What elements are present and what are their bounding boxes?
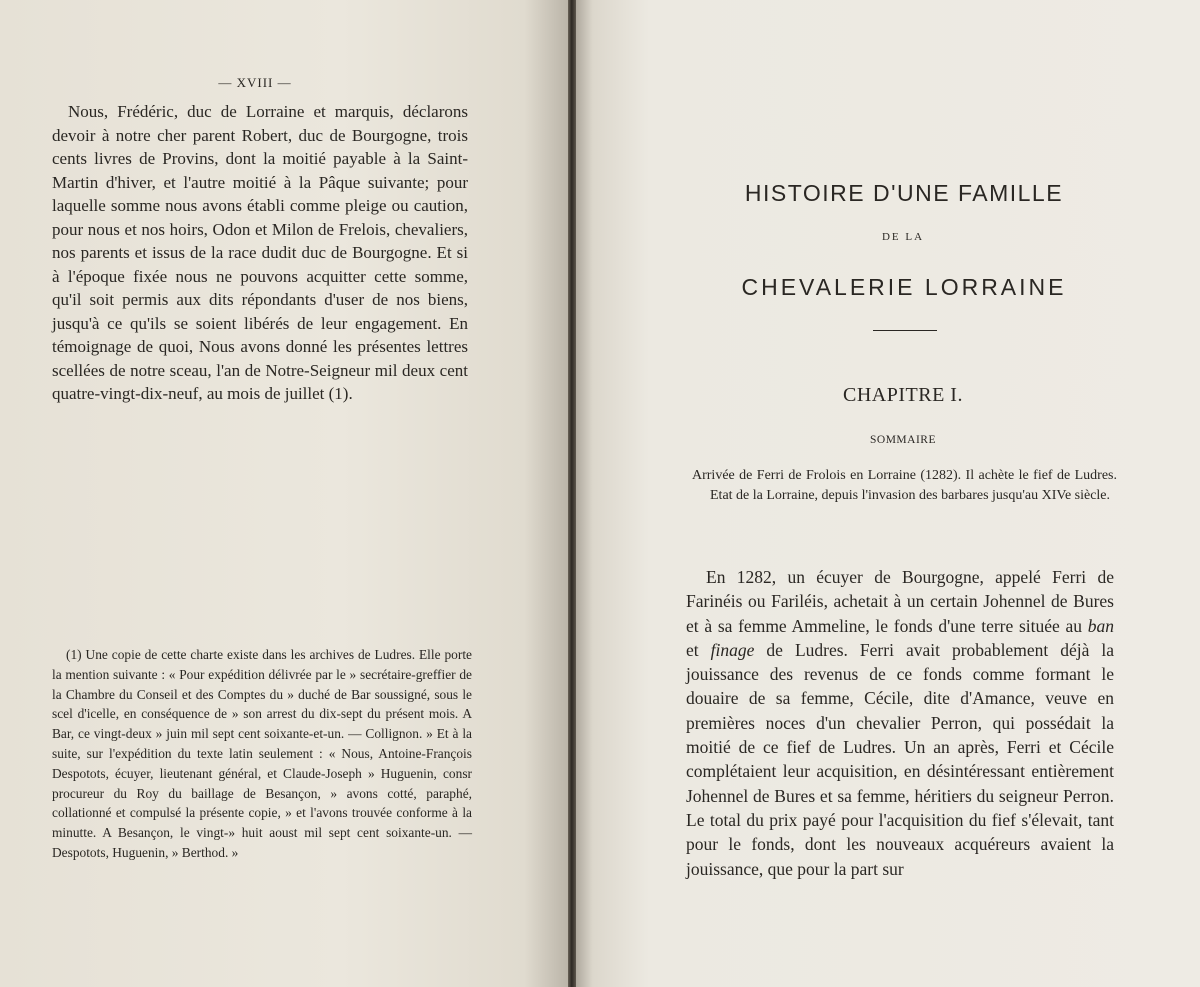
book-gutter [568, 0, 576, 987]
body-italic-finage: finage [710, 639, 755, 660]
body-text-3: de Ludres. Ferri avait probablement déjà la jouissance des revenus de ce fonds comme formant le douaire de sa femme, Cécile, dite d'Amance, veuve en premières noces d'un chevalier Perron, qui possédait la moitié de ce fief de Ludres. Un an après, Ferri et Cécile complétaient leur acquisition, en désintéressant entièrement Johennel de Bures et sa femme, héritiers du seigneur Perron. Le total du prix payé pour l'acquisition du fief s'élevait, tant pour le fonds, dont les nouveaux acquéreurs avaient la jouissance, que pour la part sur [686, 639, 1114, 879]
book-title-line1: HISTOIRE D'UNE FAMILLE [744, 180, 1064, 206]
book-title-connector: DE LA [881, 231, 925, 243]
book-title-line2: CHEVALERIE LORRAINE [741, 274, 1067, 300]
body-text-1: En 1282, un écuyer de Bourgogne, appelé Ferri de Farinéis ou Fariléis, achetait à un certain Johennel de Bures et à sa femme Ammeline, le fonds d'une terre située au [686, 567, 1114, 636]
body-text-2: et [686, 639, 711, 660]
title-divider [873, 330, 937, 331]
chapter-body [686, 565, 1114, 881]
summary-label: SOMMAIRE [870, 434, 936, 446]
charter-paragraph: Nous, Frédéric, duc de Lorraine et marquis, déclarons devoir à notre cher parent Robert, duc de Bourgogne, trois cents livres de Provins, dont la moitié payable à la Saint-Martin d'hiver, et l'autre moitié à la Pâque suivante; pour laquelle somme nous avons établi comme pleige ou caution, pour nous et nos hoirs, Odon et Milon de Frelois, chevaliers, nos parents et issus de la race dudit duc de Bourgogne. Et si à l'époque fixée nous ne pouvons acquitter cette somme, qu'il soit permis aux dits répondants d'user de nos biens, jusqu'à ce qu'ils se soient libérés de leur engagement. En témoignage de quoi, Nous avons donné les présentes lettres scellées de notre sceau, l'an de Notre-Seigneur mil deux cent quatre-vingt-dix-neuf, au mois de juillet (1). [52, 102, 468, 403]
chapter-heading: CHAPITRE I. [843, 384, 963, 406]
running-head: — XVIII — [218, 75, 292, 90]
footnote-text: (1) Une copie de cette charte existe dans les archives de Ludres. Elle porte la mention suivante : « Pour expédition délivrée par le » secrétaire-greffier de la Chambre du Conseil et des Comptes du » duché de Bar soussigné, sous le scel d'icelle, en conséquence de » son arrest du dix-sept du présent mois. A Bar, ce vingt-deux » juin mil sept cent soixante-et-un. — Collignon. » Et à la suite, sur l'expédition du texte latin seulement : « Nous, Antoine-François Despotots, écuyer, lieutenant général, et Claude-Joseph » Huguenin, consr procureur du Roy du baillage de Besançon, » avons cotté, paraphé, collationné et compulsé la présente copie, » et l'avons trouvée conforme à la minutte. A Besançon, le vingt-» huit aoust mil sept cent soixante-un. — Despotots, Huguenin, » Berthod. » [52, 647, 472, 860]
summary-text: Arrivée de Ferri de Frolois en Lorraine (1282). Il achète le fief de Ludres. Etat de la Lorraine, depuis l'invasion des barbares jusqu'au XIVe siècle. [692, 468, 1117, 503]
chapter-summary [692, 466, 1117, 506]
body-paragraph [686, 565, 1114, 881]
body-italic-ban: ban [1087, 615, 1114, 636]
footnote [52, 645, 472, 863]
charter-text [52, 100, 468, 406]
